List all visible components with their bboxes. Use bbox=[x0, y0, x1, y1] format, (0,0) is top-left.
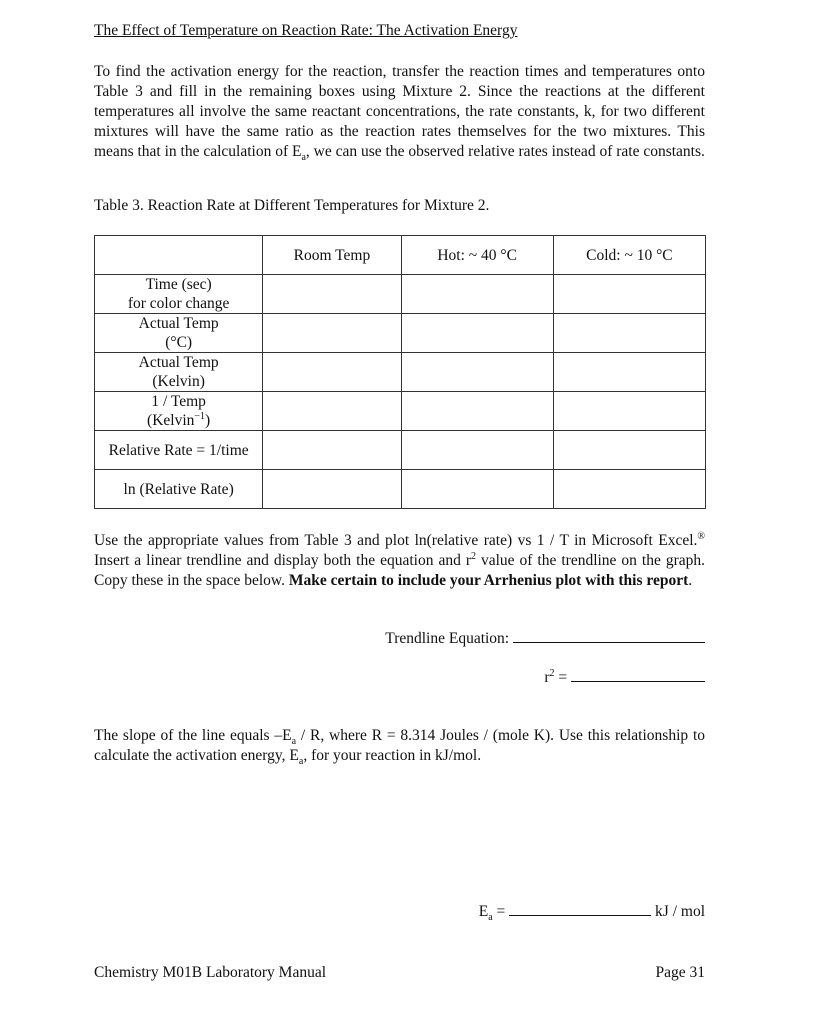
r-squared-label: $r^2$ = bbox=[544, 667, 568, 686]
r-squared-line bbox=[544, 667, 705, 687]
row-label-time: Time (sec) for color change bbox=[95, 275, 263, 314]
row-label-inverse-temp: 1 / Temp (Kelvin$^{-1}$) bbox=[95, 392, 263, 431]
table-cell[interactable] bbox=[553, 314, 705, 353]
reaction-rate-table bbox=[94, 235, 706, 509]
table-cell[interactable] bbox=[263, 431, 401, 470]
row-label-actual-temp-c: Actual Temp (°C) bbox=[95, 314, 263, 353]
footer-manual-title: Chemistry M01B Laboratory Manual bbox=[94, 964, 327, 981]
arrhenius-note: Make certain to include your Arrhenius plot with this report bbox=[288, 572, 689, 589]
slope-paragraph: The slope of the line equals $-E_a$ / R, where R = 8.314 Joules / (mole K). Use this relationship to calculate the activation energy, $E_a$, for your reaction in kJ/mol. bbox=[94, 727, 706, 768]
table-cell[interactable] bbox=[263, 275, 401, 314]
table-row bbox=[95, 470, 706, 509]
header-room-temp: Room Temp bbox=[263, 236, 401, 275]
table-row bbox=[95, 353, 706, 392]
table-cell[interactable] bbox=[263, 314, 401, 353]
trendline-label: Trendline Equation: bbox=[385, 630, 510, 647]
table-header-row bbox=[95, 236, 706, 275]
header-hot: Hot: ~ 40 °C bbox=[401, 236, 553, 275]
page-title: The Effect of Temperature on Reaction Rate: The Activation Energy bbox=[94, 22, 518, 39]
table-row bbox=[95, 275, 706, 314]
ea-blank[interactable] bbox=[509, 901, 651, 916]
table-cell[interactable] bbox=[401, 314, 553, 353]
table-caption: Table 3. Reaction Rate at Different Temperatures for Mixture 2. bbox=[94, 197, 490, 214]
trendline-equation-line bbox=[385, 628, 705, 648]
header-cell-empty bbox=[95, 236, 263, 275]
table-cell[interactable] bbox=[553, 353, 705, 392]
table-cell[interactable] bbox=[401, 470, 553, 509]
row-label-relative-rate: Relative Rate = 1/time bbox=[95, 431, 263, 470]
plot-instructions: Use the appropriate values from Table 3 and plot ln(relative rate) vs 1 / T in Microsoft Excel.® Insert a linear trendline and display both the equation and $r^2$ value of the trendline on the graph. Copy these in the space below. Make certain to include your Arrhenius plot with this report. bbox=[94, 530, 706, 589]
row-label-ln-rate: ln (Relative Rate) bbox=[95, 470, 263, 509]
table-cell[interactable] bbox=[401, 431, 553, 470]
table-cell[interactable] bbox=[401, 275, 553, 314]
table-cell[interactable] bbox=[553, 392, 705, 431]
table-cell[interactable] bbox=[401, 392, 553, 431]
activation-energy-line bbox=[478, 901, 705, 924]
table-cell[interactable] bbox=[263, 353, 401, 392]
footer-page-number: Page 31 bbox=[655, 964, 705, 981]
table-cell[interactable] bbox=[263, 470, 401, 509]
table-cell[interactable] bbox=[553, 275, 705, 314]
table-cell[interactable] bbox=[553, 470, 705, 509]
table-cell[interactable] bbox=[263, 392, 401, 431]
ea-label: $E_a$ = bbox=[478, 903, 506, 924]
trendline-blank[interactable] bbox=[513, 628, 705, 643]
ea-unit: kJ / mol bbox=[651, 903, 705, 920]
table-row bbox=[95, 392, 706, 431]
table-row bbox=[95, 431, 706, 470]
table-cell[interactable] bbox=[401, 353, 553, 392]
row-label-actual-temp-k: Actual Temp (Kelvin) bbox=[95, 353, 263, 392]
table-row bbox=[95, 314, 706, 353]
table-cell[interactable] bbox=[553, 431, 705, 470]
header-cold: Cold: ~ 10 °C bbox=[553, 236, 705, 275]
r-squared-blank[interactable] bbox=[571, 667, 705, 682]
intro-paragraph: To find the activation energy for the reaction, transfer the reaction times and temperatures onto Table 3 and fill in the remaining boxes using Mixture 2. Since the reactions at the different temperatures all involve the same reactant concentrations, the rate constants, k, for two different mixtures will have the same ratio as the reaction rates themselves for the two mixtures. This means that in the calculation of $E_a$, we can use the observed relative rates instead of rate constants. bbox=[94, 63, 705, 164]
